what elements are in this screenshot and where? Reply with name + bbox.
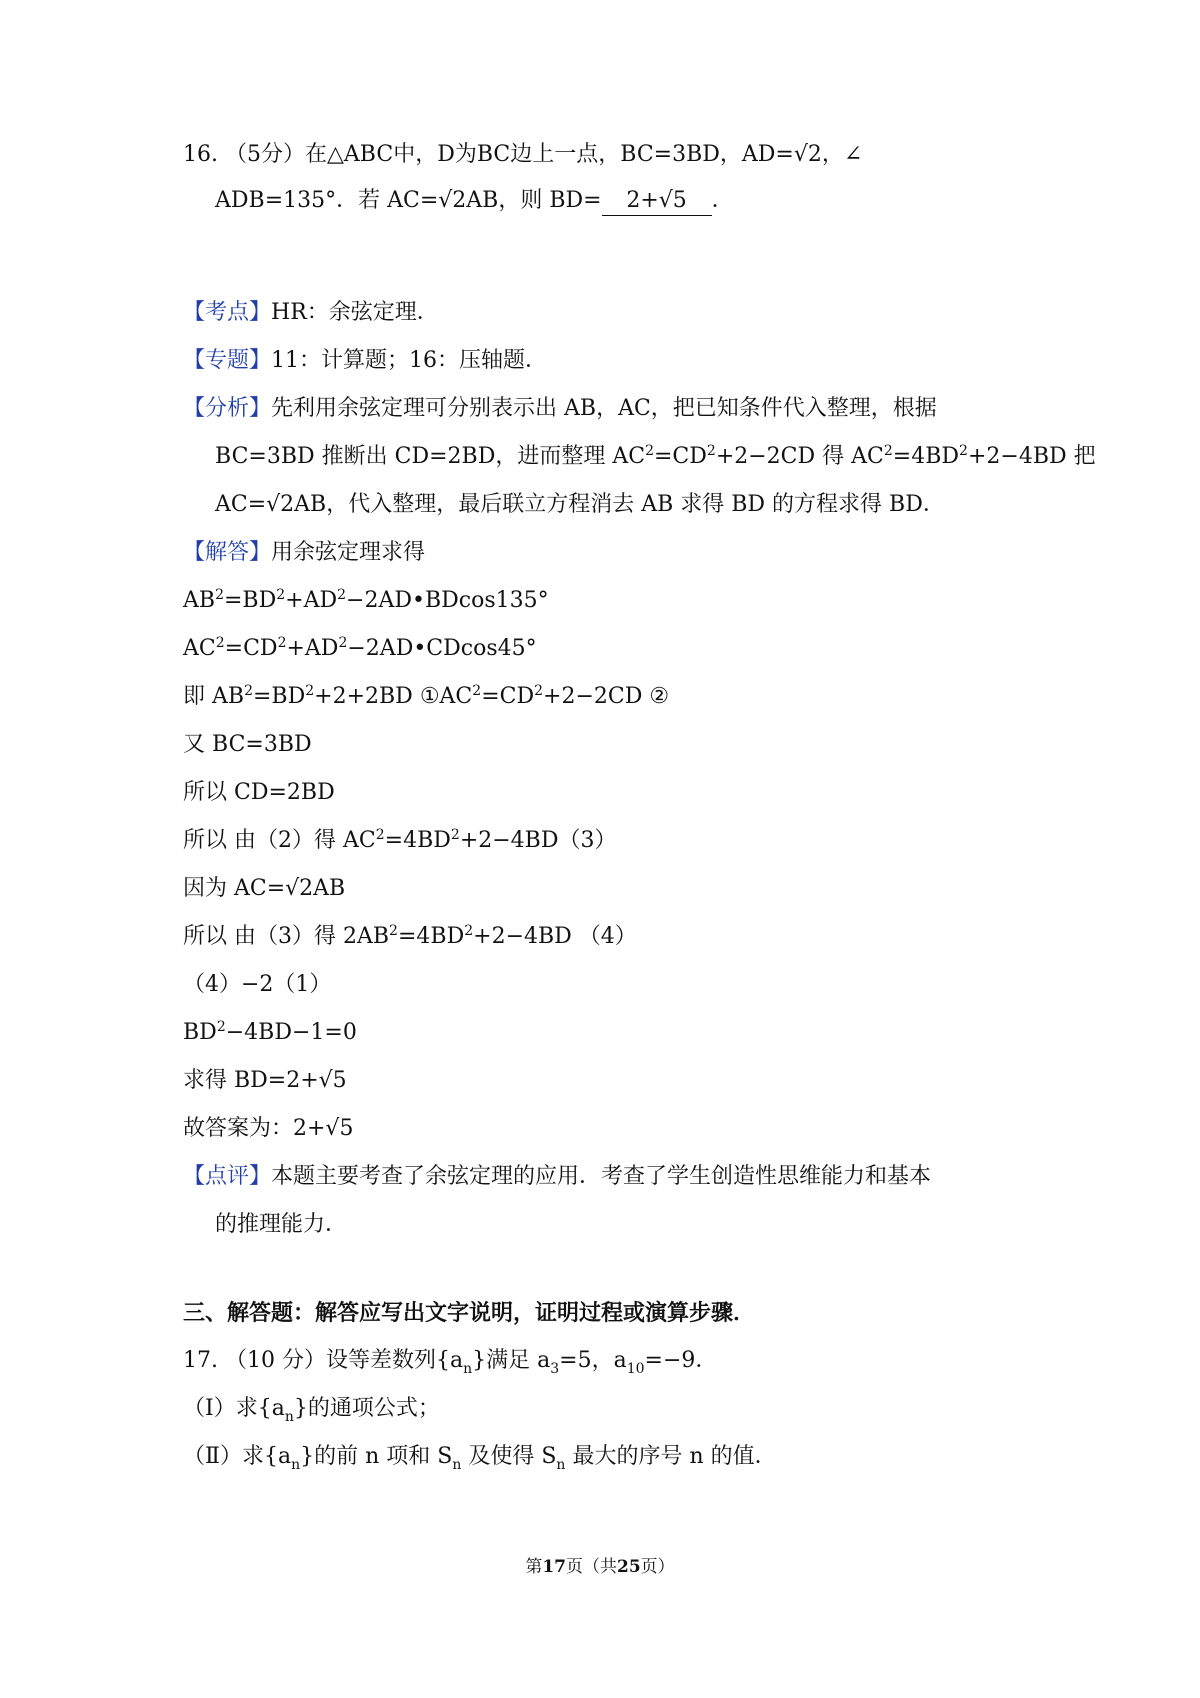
fenxi-line1 bbox=[183, 394, 937, 424]
fenxi-line2 bbox=[215, 442, 1096, 472]
final-answer: 故答案为：2+√5 bbox=[183, 1116, 354, 1141]
subscript: n bbox=[452, 1457, 462, 1473]
q16-line1 bbox=[183, 140, 862, 170]
q16-line2 bbox=[215, 186, 734, 216]
q16-stem-1: 16. （5分）在△ABC中，D为BC边上一点，BC=3BD，AD=√2，∠ bbox=[183, 142, 863, 167]
step-text: =4BD bbox=[384, 828, 451, 853]
q17-text: 17. （10 分）设等差数列{a bbox=[183, 1348, 464, 1373]
exp: 2 bbox=[534, 683, 544, 699]
part-text: （Ⅱ）求{a bbox=[183, 1444, 292, 1469]
step-text: AC bbox=[183, 636, 216, 661]
exp: 2 bbox=[389, 923, 398, 939]
page-number: 17 bbox=[542, 1557, 566, 1577]
q16-stem-3: ． bbox=[711, 188, 734, 213]
q17-part-1 bbox=[183, 1394, 440, 1424]
kaodian-line bbox=[183, 298, 439, 328]
footer-text: 页） bbox=[640, 1557, 675, 1577]
solution-step-4 bbox=[183, 730, 312, 760]
step-text: −2AD•BDcos135° bbox=[346, 588, 549, 613]
jieda-tag: 【解答】 bbox=[183, 540, 272, 565]
part-text: 最大的序号 n 的值． bbox=[565, 1444, 777, 1469]
footer-text: 页（共 bbox=[566, 1557, 617, 1577]
step-text: （4）−2（1） bbox=[183, 972, 332, 997]
jieda-line bbox=[183, 538, 425, 568]
step-text: BD bbox=[183, 1020, 217, 1045]
exp: 2 bbox=[645, 443, 654, 459]
review-tag: 【点评】 bbox=[183, 1164, 272, 1189]
solution-step-7 bbox=[183, 874, 345, 904]
section-heading bbox=[183, 1298, 755, 1328]
part-text: }的前 n 项和 S bbox=[300, 1444, 453, 1469]
exp: 2 bbox=[244, 683, 253, 699]
solution-step-2 bbox=[183, 634, 537, 664]
section-heading-text: 三、解答题：解答应写出文字说明，证明过程或演算步骤． bbox=[183, 1300, 756, 1326]
step-text: +2−4BD （4） bbox=[473, 924, 637, 949]
solution-step-5 bbox=[183, 778, 335, 808]
solution-step-10 bbox=[183, 1018, 357, 1048]
q17-stem bbox=[183, 1346, 717, 1376]
q17-text: =−9． bbox=[644, 1348, 718, 1373]
jieda-text: 用余弦定理求得 bbox=[271, 540, 426, 565]
fenxi-text-1: 先利用余弦定理可分别表示出 AB，AC，把已知条件代入整理，根据 bbox=[271, 396, 937, 421]
part-text: }的通项公式； bbox=[293, 1396, 440, 1421]
review-text-2: 的推理能力． bbox=[215, 1212, 348, 1237]
total-pages: 25 bbox=[617, 1557, 641, 1577]
solution-step-8 bbox=[183, 922, 637, 952]
solution-step-9 bbox=[183, 970, 331, 1000]
subscript: 10 bbox=[626, 1361, 645, 1377]
fenxi-text-2a: BC=3BD 推断出 CD=2BD，进而整理 AC bbox=[215, 444, 646, 469]
step-text: 因为 AC=√2AB bbox=[183, 876, 346, 901]
q16-answer-blank: 2+√5 bbox=[602, 187, 712, 216]
step-text: +AD bbox=[285, 588, 338, 613]
exp: 2 bbox=[277, 635, 287, 651]
q16-stem-2: ADB=135°．若 AC=√2AB，则 BD= bbox=[215, 188, 602, 213]
solution-step-6 bbox=[183, 826, 616, 856]
step-text: −4BD−1=0 bbox=[225, 1020, 357, 1045]
step-text: 即 AB bbox=[183, 684, 245, 709]
step-text: 所以 由（2）得 AC bbox=[183, 828, 376, 853]
fenxi-text-3: AC=√2AB，代入整理，最后联立方程消去 AB 求得 BD 的方程求得 BD． bbox=[215, 492, 945, 517]
q17-text: }满足 a bbox=[472, 1348, 551, 1373]
fenxi-tag: 【分析】 bbox=[183, 396, 272, 421]
exp: 2 bbox=[305, 683, 315, 699]
subscript: n bbox=[284, 1409, 294, 1425]
solution-step-3 bbox=[183, 682, 669, 712]
exp: 2 bbox=[337, 587, 347, 603]
step-text: =4BD bbox=[397, 924, 465, 949]
exp: 2 bbox=[472, 683, 482, 699]
q17-text: =5，a bbox=[559, 1348, 627, 1373]
subscript: n bbox=[556, 1457, 566, 1473]
zhuanti-text: 11：计算题；16：压轴题． bbox=[271, 348, 548, 373]
step-text: 所以 CD=2BD bbox=[183, 780, 335, 805]
kaodian-tag: 【考点】 bbox=[183, 300, 272, 325]
q17-part-2 bbox=[183, 1442, 777, 1472]
fenxi-text-2c: +2−2CD 得 AC bbox=[715, 444, 884, 469]
exp: 2 bbox=[215, 587, 224, 603]
review-line2 bbox=[215, 1210, 347, 1240]
step-text: =CD bbox=[481, 684, 535, 709]
exp: 2 bbox=[959, 443, 968, 459]
step-text: =BD bbox=[223, 588, 277, 613]
exp: 2 bbox=[276, 587, 286, 603]
step-text: −2AD•CDcos45° bbox=[347, 636, 537, 661]
exp: 2 bbox=[464, 923, 474, 939]
step-text: =BD bbox=[252, 684, 306, 709]
exp: 2 bbox=[450, 827, 460, 843]
part-text: （Ⅰ）求{a bbox=[183, 1396, 285, 1421]
fenxi-text-2b: =CD bbox=[653, 444, 707, 469]
zhuanti-tag: 【专题】 bbox=[183, 348, 272, 373]
subscript: n bbox=[291, 1457, 301, 1473]
step-text: +2−2CD ② bbox=[543, 684, 670, 709]
kaodian-text: HR：余弦定理． bbox=[271, 300, 439, 325]
footer-text: 第 bbox=[525, 1557, 543, 1577]
fenxi-text-2d: =4BD bbox=[892, 444, 960, 469]
part-text: 及使得 S bbox=[461, 1444, 557, 1469]
subscript: 3 bbox=[550, 1361, 560, 1377]
review-text-1: 本题主要考查了余弦定理的应用．考查了学生创造性思维能力和基本 bbox=[271, 1164, 932, 1189]
fenxi-text-2e: +2−4BD 把 bbox=[967, 444, 1096, 469]
step-text: AB bbox=[183, 588, 216, 613]
subscript: n bbox=[463, 1361, 473, 1377]
step-text: +2−4BD（3） bbox=[459, 828, 617, 853]
exp: 2 bbox=[883, 443, 893, 459]
zhuanti-line bbox=[183, 346, 547, 376]
exp: 2 bbox=[215, 635, 225, 651]
step-text: +AD bbox=[286, 636, 339, 661]
review-line1 bbox=[183, 1162, 931, 1192]
exp: 2 bbox=[338, 635, 348, 651]
step-text: 求得 BD=2+√5 bbox=[183, 1068, 347, 1093]
page-footer bbox=[0, 1555, 1200, 1579]
step-text: 又 BC=3BD bbox=[183, 732, 312, 757]
fenxi-line3 bbox=[215, 490, 945, 520]
step-text: =CD bbox=[224, 636, 278, 661]
step-text: +2+2BD ①AC bbox=[314, 684, 473, 709]
solution-step-11 bbox=[183, 1066, 347, 1096]
solution-step-1 bbox=[183, 586, 549, 616]
exp: 2 bbox=[706, 443, 716, 459]
exp: 2 bbox=[375, 827, 385, 843]
step-text: 所以 由（3）得 2AB bbox=[183, 924, 390, 949]
solution-step-12 bbox=[183, 1114, 353, 1144]
exp: 2 bbox=[216, 1019, 226, 1035]
